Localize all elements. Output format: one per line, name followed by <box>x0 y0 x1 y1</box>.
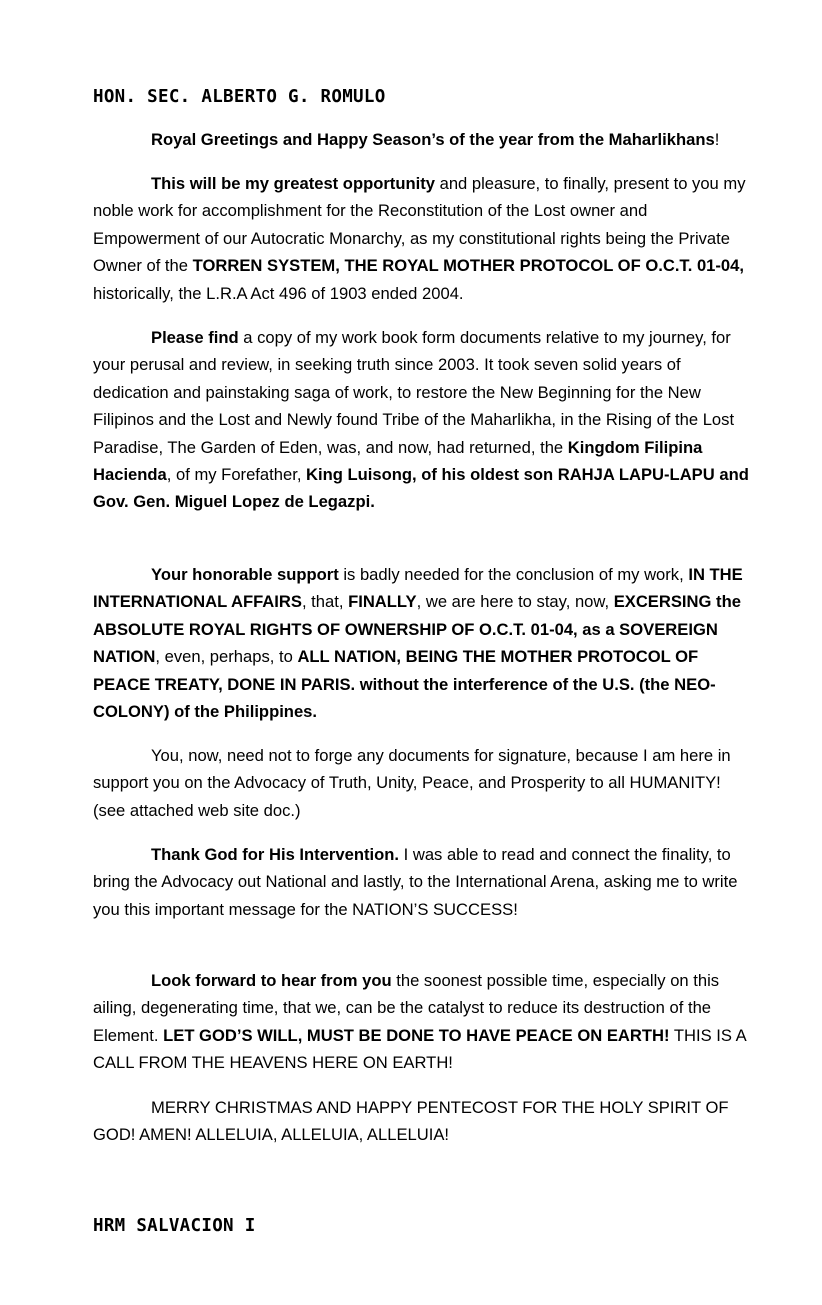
text-segment: MERRY CHRISTMAS AND HAPPY PENTECOST FOR THE HOLY SPIRIT OF GOD! AMEN! ALLELUIA, ALLELUIA, ALLELUIA! <box>93 1098 729 1145</box>
text-segment: I was able to read and connect the finality, to bring the Advocacy out National and lastly, to the International Arena, asking me to write you this important message for the NATION’S SUCCESS! <box>93 845 738 919</box>
text-segment: , that, <box>301 592 349 612</box>
bold-text-segment: Your honorable support <box>151 565 339 584</box>
text-segment: the soonest possible time, especially on this ailing, degenerating time, that we, can be the catalyst to reduce its destruction of the Element. <box>93 971 720 1045</box>
text-segment: You, now, need not to forge any documents for signature, because I am here in support you on the Advocacy of Truth, Unity, Peace, and Prosperity to all HUMANITY! (see attached web site doc.) <box>93 746 731 820</box>
please-find-paragraph <box>93 324 753 516</box>
closing-paragraph <box>93 1094 753 1149</box>
text-segment: ! <box>714 130 720 149</box>
bold-text-segment: Kingdom Filipina Hacienda <box>93 437 703 485</box>
thank-god-paragraph <box>93 841 753 923</box>
text-segment: and pleasure, to finally, present to you my noble work for accomplishment for the Reconstitution of the Lost owner and Empowerment of our Autocratic Monarchy, as my constitutional rights being the Private Owner of the <box>93 174 746 276</box>
bold-text-segment: TORREN SYSTEM, THE ROYAL MOTHER PROTOCOL OF O.C.T. 01-04, <box>192 256 744 276</box>
opportunity-paragraph <box>93 170 753 307</box>
text-segment: , even, perhaps, to <box>155 647 298 667</box>
bold-text-segment: EXCERSING the ABSOLUTE ROYAL RIGHTS OF OWNERSHIP OF O.C.T. 01-04, as a SOVEREIGN NATION <box>93 592 741 667</box>
text-segment: is badly needed for the conclusion of my work, <box>338 565 689 584</box>
text-segment: , of my Forefather, <box>166 465 307 485</box>
bold-text-segment: Look forward to hear from you <box>151 971 392 990</box>
recipient-heading: HON. SEC. ALBERTO G. ROMULO <box>93 87 386 107</box>
greeting-paragraph <box>93 126 753 153</box>
bold-text-segment: King Luisong, of his oldest son RAHJA LAPU-LAPU and Gov. Gen. Miguel Lopez de Legazpi. <box>93 465 749 512</box>
look-forward-paragraph <box>93 967 753 1077</box>
bold-text-segment: FINALLY <box>348 592 417 612</box>
text-segment: a copy of my work book form documents relative to my journey, for your perusal and review, in seeking truth since 2003. It took seven solid years of dedication and painstaking saga of work, to restore the New Beginning for the New Filipinos and the Lost and Newly found Tribe of the Maharlikha, in the Rising of the Lost Paradise, The Garden of Eden, was, and now, had returned, the <box>93 328 735 457</box>
text-segment: THIS IS A CALL FROM THE HEAVENS HERE ON EARTH! <box>93 1025 746 1073</box>
support-paragraph <box>93 561 753 725</box>
bold-text-segment: Thank God for His Intervention. <box>151 845 399 864</box>
text-segment: , we are here to stay, now, <box>416 592 614 612</box>
bold-text-segment: Please find <box>151 328 239 347</box>
bold-text-segment: Royal Greetings and Happy Season’s of the year from the Maharlikhans <box>151 130 715 149</box>
bold-text-segment: ALL NATION, BEING THE MOTHER PROTOCOL OF PEACE TREATY, DONE IN PARIS. without the interference of the U.S. (the NEO-COLONY) of the Philippines. <box>93 647 716 722</box>
bold-text-segment: This will be my greatest opportunity <box>151 174 435 193</box>
bold-text-segment: LET GOD’S WILL, MUST BE DONE TO HAVE PEACE ON EARTH! <box>163 1025 670 1045</box>
advocacy-paragraph <box>93 742 753 824</box>
text-segment: historically, the L.R.A Act 496 of 1903 ended 2004. <box>93 283 464 303</box>
signature: HRM SALVACION I <box>93 1216 256 1236</box>
bold-text-segment: IN THE INTERNATIONAL AFFAIRS <box>93 565 743 612</box>
